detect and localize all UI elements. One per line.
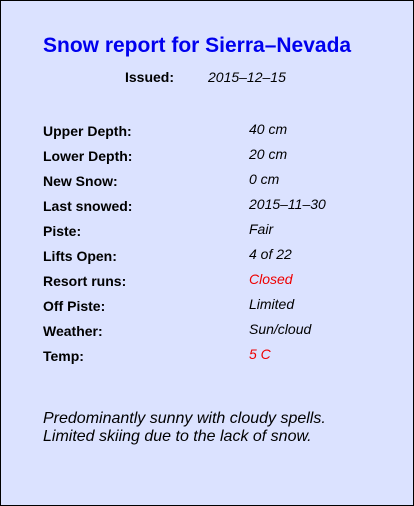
summary-line: Limited skiing due to the lack of snow. [43, 428, 312, 445]
row-piste [43, 221, 403, 246]
row-label: Temp: [43, 348, 84, 364]
conditions-summary [43, 410, 403, 446]
row-label: Resort runs: [43, 273, 127, 289]
row-value: 5 C [249, 346, 271, 362]
row-label: Piste: [43, 223, 82, 239]
row-new-snow [43, 171, 403, 196]
row-value: Fair [249, 221, 274, 237]
row-weather [43, 321, 403, 346]
row-last-snowed [43, 196, 403, 221]
row-label: New Snow: [43, 173, 118, 189]
summary-line: Predominantly sunny with cloudy spells. [43, 410, 326, 427]
row-resort-runs [43, 271, 403, 296]
row-lifts-open [43, 246, 403, 271]
report-rows [43, 121, 403, 371]
row-label: Weather: [43, 323, 103, 339]
row-label: Off Piste: [43, 298, 106, 314]
row-value: Limited [249, 296, 295, 312]
row-value: Closed [249, 271, 293, 287]
row-label: Lower Depth: [43, 148, 133, 164]
row-value: 4 of 22 [249, 246, 292, 262]
issued-date: 2015–12–15 [208, 69, 286, 85]
row-label: Lifts Open: [43, 248, 117, 264]
row-lower-depth [43, 146, 403, 171]
row-value: 2015–11–30 [249, 196, 326, 212]
row-label: Upper Depth: [43, 123, 132, 139]
row-value: Sun/cloud [249, 321, 312, 337]
row-value: 0 cm [249, 171, 280, 187]
row-upper-depth [43, 121, 403, 146]
row-value: 20 cm [249, 146, 288, 162]
row-temp [43, 346, 403, 371]
issued-label: Issued: [125, 69, 175, 85]
row-value: 40 cm [249, 121, 288, 137]
row-off-piste [43, 296, 403, 321]
report-title: Snow report for Sierra–Nevada [43, 34, 352, 57]
row-label: Last snowed: [43, 198, 133, 214]
